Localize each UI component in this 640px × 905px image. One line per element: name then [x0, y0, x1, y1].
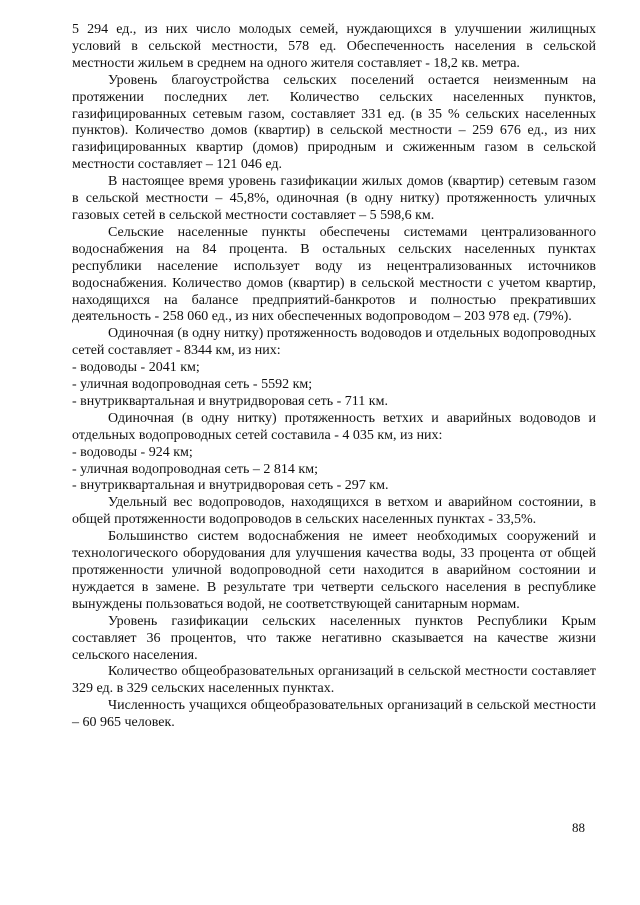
paragraph: Численность учащихся общеобразовательных организаций в сельской местности – 60 965 человек.: [72, 698, 596, 731]
paragraph: 5 294 ед., из них число молодых семей, нуждающихся в улучшении жилищных условий в сельской местности, 578 ед. Обеспеченность населения в сельской местности жильем в среднем на одного жителя составляет - 18,2 кв. метра.: [72, 22, 596, 71]
paragraph: Уровень газификации сельских населенных пунктов Республики Крым составляет 36 процентов, что также негативно сказывается на качестве жизни сельского населения.: [72, 613, 596, 663]
list-item: - водоводы - 2041 км;: [72, 360, 200, 376]
paragraph: Одиночная (в одну нитку) протяженность водоводов и отдельных водопроводных сетей составляет - 8344 км, из них:: [72, 326, 596, 359]
paragraph: Удельный вес водопроводов, находящихся в ветхом и аварийном состоянии, в общей протяженности водопроводов в сельских населенных пунктах - 33,5%.: [72, 495, 596, 528]
paragraph: Количество общеобразовательных организаций в сельской местности составляет 329 ед. в 329 сельских населенных пунктах.: [72, 664, 596, 697]
paragraph: В настоящее время уровень газификации жилых домов (квартир) сетевым газом в сельской местности – 45,8%, одиночная (в одну нитку) протяженность уличных газовых сетей в сельской местности составляет – 5 598,6 км.: [72, 174, 596, 223]
paragraph: Сельские населенные пункты обеспечены системами централизованного водоснабжения на 84 процента. В остальных сельских населенных пунктах республики население использует воду из нецентрализованных источников водоснабжения. Количество домов (квартир) в сельской местности с учетом квартир, находящихся на балансе предприятий-банкротов и полностью прекративших деятельность - 258 060 ед., из них обеспеченных водопроводом – 203 978 ед. (79%).: [72, 224, 596, 325]
list-item: - уличная водопроводная сеть – 2 814 км;: [72, 461, 318, 477]
list-item: - уличная водопроводная сеть - 5592 км;: [72, 377, 313, 393]
list-item: - водоводы - 924 км;: [72, 444, 193, 460]
document-page: [72, 22, 596, 732]
paragraph: Большинство систем водоснабжения не имеет необходимых сооружений и технологического оборудования для улучшения качества воды, 33 процента от общей протяженности уличной водопроводной сети находится в аварийном состоянии и нуждается в замене. В результате три четверти сельского населения в республике вынуждены пользоваться водой, не соответствующей санитарным нормам.: [72, 529, 596, 612]
page-number: 88: [572, 820, 585, 835]
list-item: - внутриквартальная и внутридворовая сеть - 711 км.: [72, 393, 388, 409]
paragraph: Уровень благоустройства сельских поселений остается неизменным на протяжении последних лет. Количество сельских населенных пунктов, газифицированных сетевым газом, составляет 331 ед. (в 35 % сельских населенных пунктов). Количество домов (квартир) в сельской местности – 259 676 ед., из них газифицированных квартир (домов) природным и сжиженным газом в сельской местности составляет – 121 046 ед.: [72, 72, 596, 173]
paragraph: Одиночная (в одну нитку) протяженность ветхих и аварийных водоводов и отдельных водопроводных сетей составила - 4 035 км, из них:: [72, 410, 596, 443]
list-item: - внутриквартальная и внутридворовая сеть - 297 км.: [72, 478, 389, 494]
